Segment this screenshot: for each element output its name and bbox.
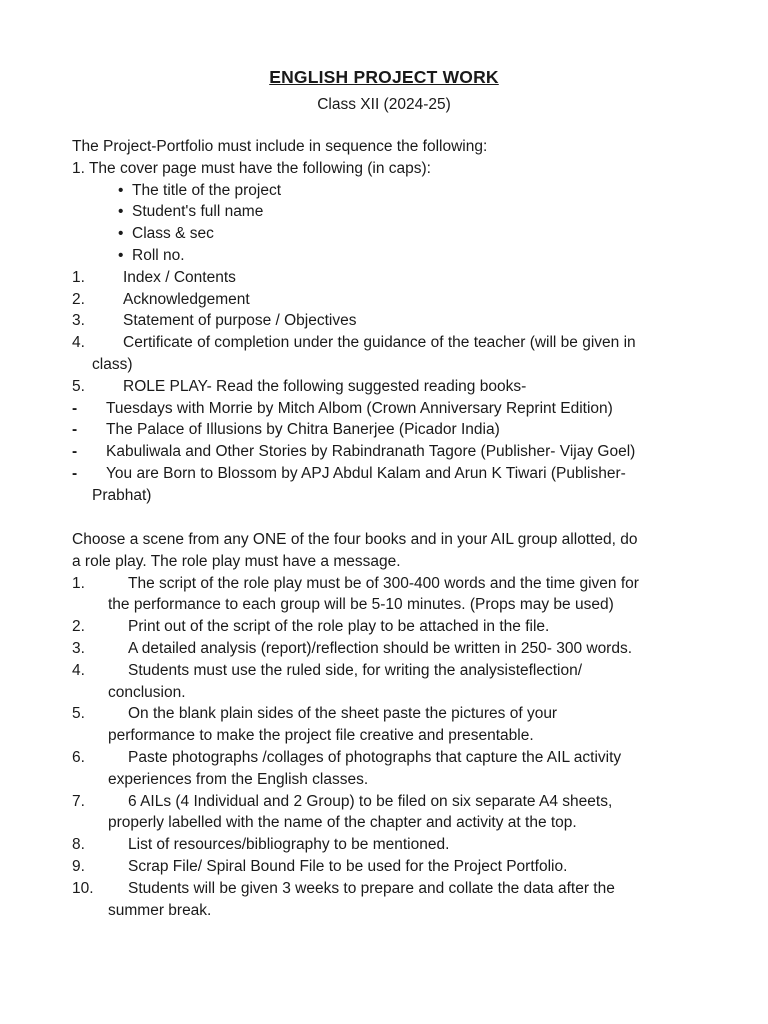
bullet-marker: • — [118, 203, 124, 221]
list-item-continuation: the performance to each group will be 5-10 minutes. (Props may be used) — [108, 596, 614, 614]
list-item-text: Roll no. — [132, 246, 185, 264]
list-item-text: The script of the role play must be of 300-400 words and the time given for — [128, 574, 639, 592]
list-item — [72, 703, 702, 725]
list-item-continuation: performance to make the project file creative and presentable. — [108, 727, 534, 745]
list-item-continuation: conclusion. — [108, 683, 186, 701]
document-subtitle: Class XII (2024-25) — [317, 96, 451, 113]
numbered-list-a — [72, 267, 702, 398]
book-title: The Palace of Illusions by Chitra Banerjee (Picador India) — [106, 421, 500, 439]
list-item-continuation: class) — [92, 355, 133, 373]
item-number: 10. — [72, 879, 94, 897]
item-number: 8. — [72, 836, 85, 854]
item-number: 6. — [72, 748, 85, 766]
item-number: 7. — [72, 792, 85, 810]
book-item — [72, 398, 702, 420]
book-list — [72, 398, 702, 507]
list-item — [72, 747, 702, 769]
book-title: You are Born to Blossom by APJ Abdul Kalam and Arun K Tiwari (Publisher- — [106, 464, 626, 482]
list-item — [72, 310, 702, 332]
list-item-continuation: properly labelled with the name of the chapter and activity at the top. — [108, 814, 577, 832]
book-item — [72, 419, 702, 441]
list-item-text: Scrap File/ Spiral Bound File to be used for the Project Portfolio. — [128, 857, 568, 875]
intro-text: The Project-Portfolio must include in sequence the following: — [72, 138, 488, 155]
list-item-text: Print out of the script of the role play to be attached in the file. — [128, 618, 550, 636]
book-item — [72, 441, 702, 463]
role-play-section — [72, 529, 702, 921]
list-item-text: A detailed analysis (report)/reflection should be written in 250- 300 words. — [128, 639, 633, 657]
list-item — [72, 616, 702, 638]
list-item-text: Students must use the ruled side, for writing the analysisteflection/ — [128, 661, 583, 679]
dash-marker: - — [72, 464, 78, 482]
list-item-text: Paste photographs /collages of photographs that capture the AIL activity — [128, 748, 622, 766]
item-number: 5. — [72, 705, 85, 723]
dash-marker: - — [72, 421, 78, 439]
cover-bullet-list — [72, 180, 702, 267]
bullet-marker: • — [118, 181, 124, 199]
list-item — [72, 180, 702, 202]
dash-marker: - — [72, 399, 78, 417]
list-item — [72, 289, 702, 311]
intro-section — [72, 136, 702, 507]
list-item — [72, 267, 702, 289]
paragraph-line: a role play. The role play must have a message. — [72, 552, 401, 570]
book-title: Tuesdays with Morrie by Mitch Albom (Crown Anniversary Reprint Edition) — [106, 399, 613, 417]
document-title: ENGLISH PROJECT WORK — [269, 67, 499, 87]
book-title: Kabuliwala and Other Stories by Rabindranath Tagore (Publisher- Vijay Goel) — [106, 443, 636, 461]
item-number: 3. — [72, 639, 85, 657]
item-number: 2. — [72, 290, 85, 308]
list-item-text: ROLE PLAY- Read the following suggested reading books- — [123, 377, 527, 395]
list-item-text: 6 AILs (4 Individual and 2 Group) to be filed on six separate A4 sheets, — [128, 792, 613, 810]
list-item-text: Student's full name — [132, 203, 264, 221]
list-item — [72, 638, 702, 660]
book-title-continuation: Prabhat) — [92, 486, 152, 504]
list-item-continuation: summer break. — [108, 901, 212, 919]
list-item — [72, 201, 702, 223]
list-item — [72, 834, 702, 856]
item-number: 1. — [72, 574, 85, 592]
bullet-marker: • — [118, 246, 124, 264]
item-number: 4. — [72, 661, 85, 679]
list-item-text: Index / Contents — [123, 268, 236, 286]
item-number: 2. — [72, 618, 85, 636]
list-item — [72, 878, 702, 900]
item-number: 4. — [72, 334, 85, 352]
list-item-text: On the blank plain sides of the sheet paste the pictures of your — [128, 705, 558, 723]
list-item-text: The title of the project — [132, 181, 282, 199]
bullet-marker: • — [118, 225, 124, 243]
list-item — [72, 376, 702, 398]
list-item — [72, 660, 702, 682]
list-item — [72, 223, 702, 245]
list-item — [72, 332, 702, 354]
item-number: 3. — [72, 312, 85, 330]
list-item-text: Statement of purpose / Objectives — [123, 312, 357, 330]
instruction-paragraph — [72, 529, 702, 573]
dash-marker: - — [72, 443, 78, 461]
list-item-text: List of resources/bibliography to be mentioned. — [128, 836, 450, 854]
cover-item: 1. The cover page must have the following (in caps): — [72, 159, 431, 177]
numbered-list-b — [72, 573, 702, 922]
list-item — [72, 856, 702, 878]
list-item — [72, 573, 702, 595]
list-item — [72, 791, 702, 813]
list-item-text: Students will be given 3 weeks to prepare and collate the data after the — [128, 879, 615, 897]
book-item — [72, 463, 702, 485]
list-item-text: Class & sec — [132, 225, 214, 243]
item-number: 1. — [72, 268, 85, 286]
list-item-text: Acknowledgement — [123, 290, 250, 308]
list-item-text: Certificate of completion under the guidance of the teacher (will be given in — [123, 334, 636, 352]
item-number: 9. — [72, 857, 85, 875]
item-number: 5. — [72, 377, 85, 395]
list-item-continuation: experiences from the English classes. — [108, 770, 369, 788]
list-item — [72, 245, 702, 267]
paragraph-line: Choose a scene from any ONE of the four books and in your AIL group allotted, do — [72, 531, 638, 548]
